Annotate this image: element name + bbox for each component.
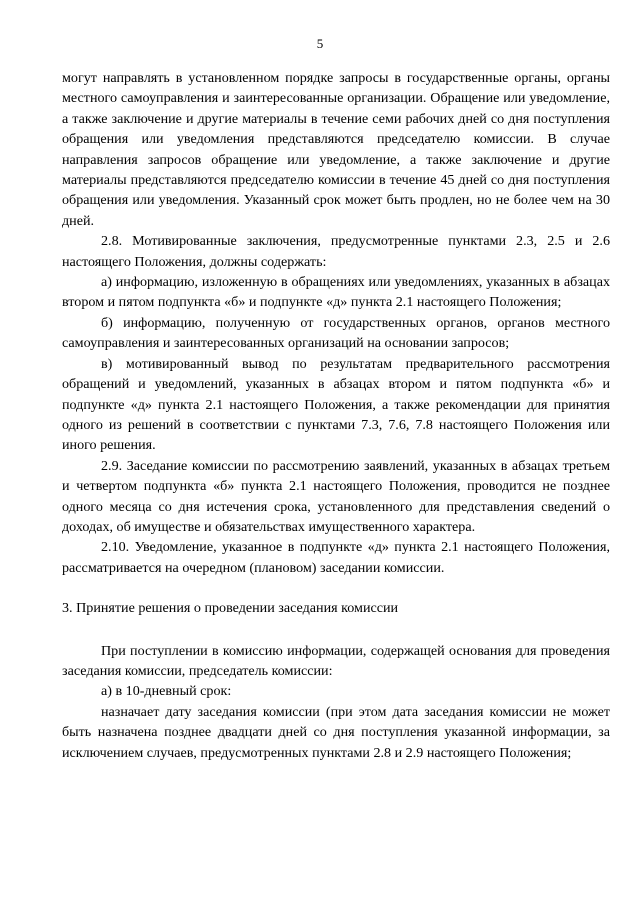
paragraph-2-8-a: а) информацию, изложенную в обращениях или уведомлениях, указанных в абзацах втором и пятом подпункта «б» и подпункте «д» пункта 2.1 настоящего Положения; xyxy=(62,274,610,311)
page-number: 5 xyxy=(316,36,324,51)
paragraph-continuation: могут направлять в установленном порядке запросы в государственные органы, органы местного самоуправления и заинтересованные организации. Обращение или уведомление, а также заключение и другие материалы в течение семи рабочих дней со дня поступления обращения или уведомления представляются председателю комиссии. В случае направления запросов обращение или уведомление, а также заключение и другие материалы представляются председателю комиссии в течение 45 дней со дня поступления обращения или уведомления. Указанный срок может быть продлен, но не более чем на 30 дней. xyxy=(62,70,610,229)
paragraph-2-10: 2.10. Уведомление, указанное в подпункте «д» пункта 2.1 настоящего Положения, рассматривается на очередном (плановом) заседании комиссии. xyxy=(62,539,610,576)
section-3-intro: При поступлении в комиссию информации, содержащей основания для проведения заседания комиссии, председатель комиссии: xyxy=(62,642,610,679)
paragraph-2-8: 2.8. Мотивированные заключения, предусмотренные пунктами 2.3, 2.5 и 2.6 настоящего Положения, должны содержать: xyxy=(62,233,610,270)
paragraph-2-8-v: в) мотивированный вывод по результатам предварительного рассмотрения обращений и уведомлений, указанных в абзацах втором и пятом подпункта «б» и подпункте «д» пункта 2.1 настоящего Положения, а также рекомендации для принятия одного из решений в соответствии с пунктами 7.3, 7.6, 7.8 настоящего Положения или иного решения. xyxy=(62,355,610,454)
document-body xyxy=(62,68,610,763)
paragraph-2-9: 2.9. Заседание комиссии по рассмотрению заявлений, указанных в абзацах третьем и четвертом подпункта «б» пункта 2.1 настоящего Положения, проводится не позднее одного месяца со дня истечения срока, установленного для представления сведений о доходах, об имуществе и обязательствах имущественного характера. xyxy=(62,457,610,535)
section-3-item-a-text: назначает дату заседания комиссии (при этом дата заседания комиссии не может быть назначена позднее двадцати дней со дня поступления указанной информации, за исключением случаев, предусмотренных пунктами 2.8 и 2.9 настоящего Положения; xyxy=(62,703,610,761)
section-heading: 3. Принятие решения о проведении заседания комиссии xyxy=(62,600,399,617)
paragraph-2-8-b: б) информацию, полученную от государственных органов, органов местного самоуправления и заинтересованных организаций на основании запросов; xyxy=(62,314,610,352)
section-3-item-a: а) в 10-дневный срок: xyxy=(101,683,232,700)
